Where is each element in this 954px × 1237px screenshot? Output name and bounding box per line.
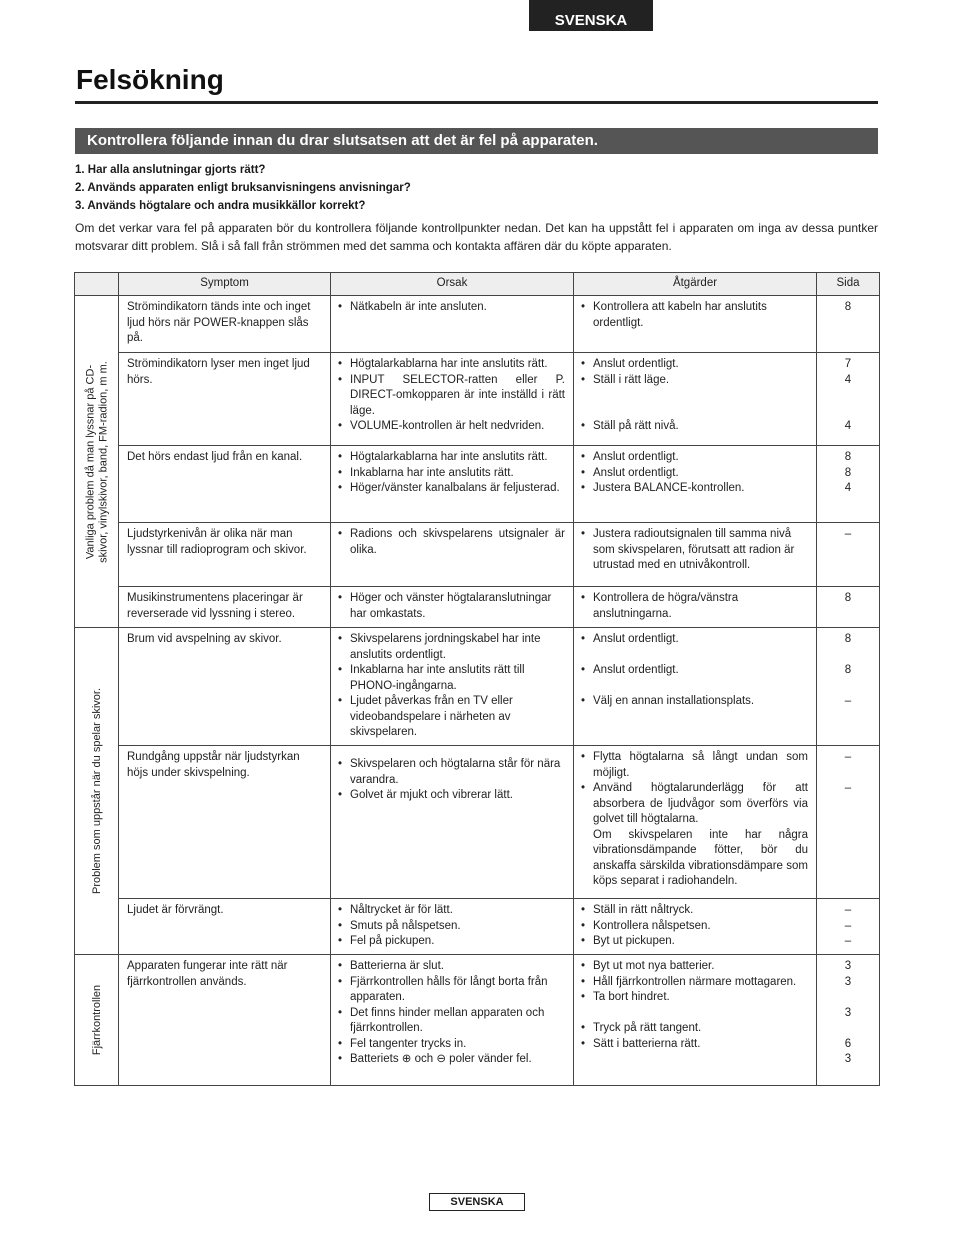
intro-paragraph: Om det verkar vara fel på apparaten bör du kontrollera följande kontrollpunkter nedan. Det kan ha uppstått fel i apparaten om inga av dessa puntker motsvarar ditt problem. Slå i så fall från strömmen med det samma och kontakta affären där du köpte apparaten. bbox=[75, 221, 878, 253]
page-ref: 4 bbox=[844, 420, 852, 432]
page-cell bbox=[817, 746, 880, 899]
cause-item: • Batterierna är slut. bbox=[338, 959, 565, 975]
check-item: 3. Används högtalare och andra musikkällor korrekt? bbox=[75, 200, 366, 212]
cause-item: • Fel tangenter trycks in. bbox=[338, 1037, 565, 1053]
action-cell bbox=[574, 899, 817, 955]
table-header-row bbox=[75, 273, 880, 296]
cause-cell bbox=[331, 587, 574, 628]
troubleshooting-table bbox=[74, 272, 880, 1086]
action-item: • Anslut ordentligt. bbox=[581, 450, 808, 466]
page-ref: 4 bbox=[844, 373, 852, 386]
action-item: • Kontrollera att kabeln har anslutits ordentligt. bbox=[581, 300, 808, 331]
page-cell bbox=[817, 587, 880, 628]
action-item: • Justera radioutsignalen till samma nivå som skivspelaren, förutsatt att radion är utrustad med en utnivåkontroll. bbox=[581, 527, 808, 574]
action-item: • Kontrollera nålspetsen. bbox=[581, 919, 808, 935]
page-ref: – bbox=[844, 782, 852, 794]
symptom-cell: Det hörs endast ljud från en kanal. bbox=[119, 446, 331, 523]
page-ref: 3 bbox=[844, 1053, 852, 1065]
cause-item: • Smuts på nålspetsen. bbox=[338, 919, 565, 935]
page-ref: 8 bbox=[844, 301, 852, 313]
symptom-cell: Apparaten fungerar inte rätt när fjärrkontrollen används. bbox=[119, 955, 331, 1086]
cause-item: • Fel på pickupen. bbox=[338, 934, 565, 950]
action-item: • Anslut ordentligt. bbox=[581, 663, 808, 679]
language-tab: SVENSKA bbox=[529, 0, 653, 31]
action-item: • Flytta högtalarna så långt undan som möjligt. bbox=[581, 750, 808, 781]
cause-item: • Höger och vänster högtalaranslutningar har omkastats. bbox=[338, 591, 565, 622]
cause-cell bbox=[331, 955, 574, 1086]
cause-item: • Nätkabeln är inte ansluten. bbox=[338, 300, 565, 316]
action-item: • Tryck på rätt tangent. bbox=[581, 1021, 808, 1037]
action-item: • Ställ in rätt nåltryck. bbox=[581, 903, 808, 919]
cause-item: • Golvet är mjukt och vibrerar lätt. bbox=[338, 788, 565, 804]
page-ref: – bbox=[844, 751, 852, 763]
cause-cell bbox=[331, 746, 574, 899]
table-row bbox=[75, 296, 880, 353]
action-item: • Byt ut mot nya batterier. bbox=[581, 959, 808, 975]
table-row bbox=[75, 353, 880, 446]
cause-cell bbox=[331, 628, 574, 746]
symptom-cell: Musikinstrumentens placeringar är reverserade vid lyssning i stereo. bbox=[119, 587, 331, 628]
cause-item: • INPUT SELECTOR-ratten eller P. DIRECT-omkopparen är inte inställd i rätt läge. bbox=[338, 373, 565, 420]
cause-item: • Högtalarkablarna har inte anslutits rätt. bbox=[338, 450, 565, 466]
page-ref: – bbox=[844, 695, 852, 707]
symptom-cell: Strömindikatorn lyser men inget ljud hörs. bbox=[119, 353, 331, 446]
section-heading: Kontrollera följande innan du drar slutsatsen att det är fel på apparaten. bbox=[75, 128, 878, 154]
symptom-cell: Strömindikatorn tänds inte och inget ljud hörs när POWER-knappen slås på. bbox=[119, 296, 331, 353]
check-item: 2. Används apparaten enligt bruksanvisningens anvisningar? bbox=[75, 182, 411, 194]
table-row bbox=[75, 628, 880, 746]
cause-item: • Radions och skivspelarens utsignaler är olika. bbox=[338, 527, 565, 558]
cause-item: • Skivspelarens jordningskabel har inte anslutits ordentligt. bbox=[338, 632, 565, 663]
cause-item: • Ljudet påverkas från en TV eller videobandspelare i närheten av skivspelaren. bbox=[338, 694, 565, 741]
table-row bbox=[75, 587, 880, 628]
table-row bbox=[75, 955, 880, 1086]
page-cell bbox=[817, 353, 880, 446]
check-item: 1. Har alla anslutningar gjorts rätt? bbox=[75, 164, 266, 176]
cause-item: • Det finns hinder mellan apparaten och fjärrkontrollen. bbox=[338, 1006, 565, 1037]
cause-item: • Fjärrkontrollen hålls för långt borta från apparaten. bbox=[338, 975, 565, 1006]
action-item: • Använd högtalarunderlägg för att absorbera de ljudvågor som överförs via golvet till högtalarna. bbox=[581, 781, 808, 828]
action-item: • Ställ i rätt läge. bbox=[581, 373, 808, 389]
page-ref: – bbox=[844, 935, 852, 947]
cause-cell bbox=[331, 446, 574, 523]
page-ref: 8 bbox=[844, 633, 852, 645]
category-label: Problem som uppstår när du spelar skivor. bbox=[90, 687, 103, 895]
action-cell bbox=[574, 446, 817, 523]
table-row bbox=[75, 446, 880, 523]
page-ref: 8 bbox=[844, 466, 852, 479]
action-item: • Anslut ordentligt. bbox=[581, 357, 808, 373]
action-cell bbox=[574, 628, 817, 746]
page-ref: 8 bbox=[844, 664, 852, 676]
symptom-cell: Ljudet är förvrängt. bbox=[119, 899, 331, 955]
category-cell bbox=[75, 296, 119, 628]
table-row bbox=[75, 899, 880, 955]
page-cell bbox=[817, 955, 880, 1086]
page-ref: 7 bbox=[844, 358, 852, 370]
table-row bbox=[75, 523, 880, 587]
page-ref: 3 bbox=[844, 975, 852, 988]
action-cell bbox=[574, 523, 817, 587]
action-item: • Håll fjärrkontrollen närmare mottagaren. bbox=[581, 975, 808, 991]
category-cell bbox=[75, 955, 119, 1086]
action-cell bbox=[574, 353, 817, 446]
cause-item: • VOLUME-kontrollen är helt nedvriden. bbox=[338, 419, 565, 435]
page-header: Sida bbox=[817, 273, 880, 296]
action-item: • Anslut ordentligt. bbox=[581, 632, 808, 648]
action-cell bbox=[574, 955, 817, 1086]
page-ref: 6 bbox=[844, 1037, 852, 1050]
cause-cell bbox=[331, 296, 574, 353]
page-ref: 8 bbox=[844, 451, 852, 463]
page-cell bbox=[817, 628, 880, 746]
category-label: Vanliga problem då man lyssnar på CD- skivor, vinylskivor, band, FM-radion, m m. bbox=[84, 360, 109, 563]
cause-item: • Nåltrycket är för lätt. bbox=[338, 903, 565, 919]
page-ref: 3 bbox=[844, 1006, 852, 1019]
page-ref: – bbox=[844, 528, 852, 540]
cause-item: • Höger/vänster kanalbalans är feljusterad. bbox=[338, 481, 565, 497]
category-cell bbox=[75, 628, 119, 955]
action-item: • Justera BALANCE-kontrollen. bbox=[581, 481, 808, 497]
cause-item: • Inkablarna har inte anslutits rätt. bbox=[338, 466, 565, 482]
action-header: Åtgärder bbox=[574, 273, 817, 296]
action-item: • Ta bort hindret. bbox=[581, 990, 808, 1006]
page-ref: 4 bbox=[844, 482, 852, 494]
cause-cell bbox=[331, 899, 574, 955]
symptom-cell: Rundgång uppstår när ljudstyrkan höjs under skivspelning. bbox=[119, 746, 331, 899]
page-ref: – bbox=[844, 919, 852, 932]
cause-cell bbox=[331, 353, 574, 446]
title-divider bbox=[75, 101, 878, 104]
cause-item: • Inkablarna har inte anslutits rätt till PHONO-ingångarna. bbox=[338, 663, 565, 694]
page-cell bbox=[817, 446, 880, 523]
action-item: • Kontrollera de högra/vänstra anslutningarna. bbox=[581, 591, 808, 622]
action-item: • Välj en annan installationsplats. bbox=[581, 694, 808, 710]
page-ref: 8 bbox=[844, 592, 852, 604]
cause-header: Orsak bbox=[331, 273, 574, 296]
page-cell bbox=[817, 523, 880, 587]
action-cell bbox=[574, 296, 817, 353]
table-row bbox=[75, 746, 880, 899]
symptom-cell: Ljudstyrkenivån är olika när man lyssnar till radioprogram och skivor. bbox=[119, 523, 331, 587]
cause-item: • Batteriets ⊕ och ⊖ poler vänder fel. bbox=[338, 1052, 565, 1068]
page-ref: 3 bbox=[844, 960, 852, 972]
action-item: • Anslut ordentligt. bbox=[581, 466, 808, 482]
action-cell bbox=[574, 587, 817, 628]
symptom-cell: Brum vid avspelning av skivor. bbox=[119, 628, 331, 746]
check-list bbox=[75, 162, 411, 216]
page-title: Felsökning bbox=[76, 64, 224, 95]
action-note: Om skivspelaren inte har några vibrationsdämpande fötter, bör du anskaffa särskilda vibrationsdämpare som köps separat i radiohandeln. bbox=[593, 828, 808, 887]
page-ref: – bbox=[844, 904, 852, 916]
page-cell bbox=[817, 296, 880, 353]
action-cell bbox=[574, 746, 817, 899]
action-item: • Ställ på rätt nivå. bbox=[581, 419, 808, 435]
page-cell bbox=[817, 899, 880, 955]
footer-language-label: SVENSKA bbox=[429, 1193, 525, 1211]
cause-item: • Högtalarkablarna har inte anslutits rätt. bbox=[338, 357, 565, 373]
category-header bbox=[75, 273, 119, 296]
action-item: • Byt ut pickupen. bbox=[581, 934, 808, 950]
category-label: Fjärrkontrollen bbox=[90, 984, 103, 1056]
symptom-header: Symptom bbox=[119, 273, 331, 296]
action-item: • Sätt i batterierna rätt. bbox=[581, 1037, 808, 1053]
cause-item: • Skivspelaren och högtalarna står för nära varandra. bbox=[338, 757, 565, 788]
cause-cell bbox=[331, 523, 574, 587]
